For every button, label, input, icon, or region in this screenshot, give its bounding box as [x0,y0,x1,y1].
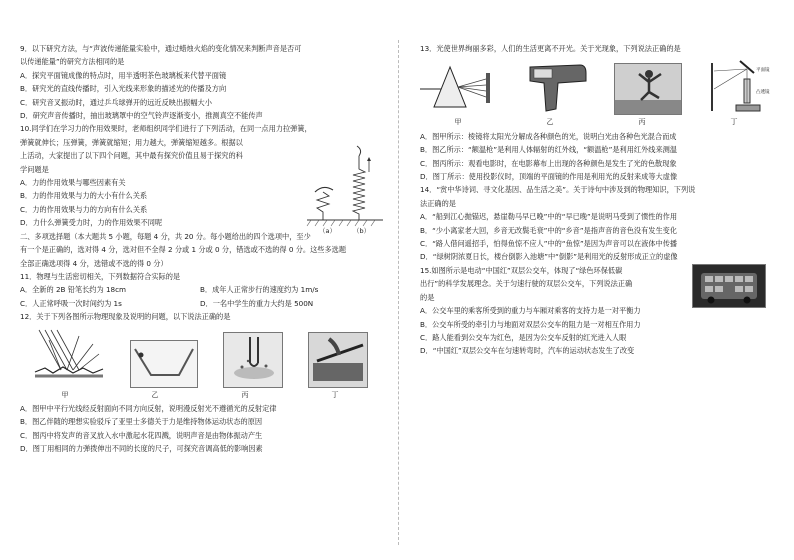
q11-option-c: C．人正常呼吸一次时间约为 1s [20,298,122,308]
tuning-fork-icon [224,333,282,387]
q9-line: 以传递能量”的研究方法相同的是 [20,57,125,67]
q12-caption-row [20,389,380,402]
q11-option-row [20,283,380,296]
q15-bus-photo [692,264,766,308]
q14-option-a: A．“船到江心抛锚迟，悬崖勒马早已晚”中的“早已晚”是说明马受到了惯性的作用 [420,212,678,222]
svg-text:平面镜: 平面镜 [756,68,770,74]
q11-option-row [20,297,380,310]
ruler-icon [309,333,367,387]
q13-option-a: A．图甲所示：棱镜将太阳光分解成各种颜色的光，说明白光由各种色光混合而成 [420,131,677,141]
q15-option-b: B．公交车所受的牵引力与地面对双层公交车的阻力是一对相互作用力 [420,319,641,329]
q14-stem: 14．“赏中华诗词、寻文化基因、品生活之美”。关于诗句中涉及到的物理知识，下列说 [420,185,696,195]
section-2-instructions: 全部正确选项得 4 分，选错或不选的得 0 分） [20,258,168,268]
q12-stem: 12．关于下列各图所示物理现象及说明的问题，以下说法正确的是 [20,312,231,322]
section-2-heading: 二、多项选择题（本大题共 5 小题，每题 4 分，共 20 分。每小题给出的四个选项中，至少 [20,231,311,241]
q12-figure-jia [33,326,105,388]
q13-caption-row [420,116,772,129]
q13-option-d: D．图丁所示：使用投影仪时，顶端的平面镜的作用是利用光的反射来成等大虚像 [420,172,678,182]
caption-bing: 丙 [241,390,249,399]
q13-figure-photo [614,63,682,115]
q9-option-d: D．研究声音传播时，抽出玻璃罩中的空气铃声逐渐变小，推测真空不能传声 [20,111,263,121]
q14-option-c: C．“路人借问遥招手，怕得鱼惊不应人”中的“鱼惊”是因为声音可以在液体中传播 [420,239,678,249]
q10-block [20,122,380,235]
q13-stem: 13．光使世界绚丽多彩，人们的生活更离不开光。关于光现象，下列说法正确的是 [420,44,681,53]
q12-figure-yi [130,340,198,388]
q10-option-d: D．力什么弹簧受力时，力的作用效果不同呢 [20,218,163,228]
fig-label-b: （b） [353,227,371,235]
caption-jia: 甲 [61,390,69,399]
q12-option-c: C．图丙中将发声的音叉放入水中激起水花四溅，说明声音是由物体振动产生 [20,430,263,440]
q15-option-c: C．路人能看到公交车为红色，是因为公交车反射的红光进入人眼 [420,332,627,342]
q13-option-c: C．图丙所示：观看电影时，在电影幕布上出现的各种颜色是发生了光的色散现象 [420,158,677,168]
q10-option-a: A．力的作用效果与哪些因素有关 [20,178,126,188]
caption-jia: 甲 [454,118,462,127]
q12-figure-bing [223,332,283,388]
q10-option-b: B．力的作用效果与力的大小有什么关系 [20,191,148,201]
q11-option-a: A．全新的 2B 铅笔长约为 18cm [20,285,127,295]
q9-option-a: A．探究平面镜成像的特点时，用半透明茶色玻璃板来代替平面镜 [20,70,227,80]
q15-stem: 的是 [420,292,435,302]
q10-line: 10.同学们在学习力的作用效果时，老师组织同学们进行了下列活动，在同一点用力拉弹簧， [20,124,312,134]
q13-figure-projector [706,59,772,115]
ramp-diagram-icon [131,341,197,387]
right-column [420,42,772,358]
q15-stem: 出行”的科学发展理念。关于匀速行驶的双层公交车，下列说法正确 [420,279,633,289]
caption-ding: 丁 [331,390,339,399]
q15-stem: 15.如图所示是电动“中国红”双层公交车，体现了“绿色环保低碳 [420,265,623,275]
q12-option-b: B．图乙伴随的理想实验驳斥了亚里士多德关于力是维持物体运动状态的原因 [20,417,263,427]
q12-figure-ding [308,332,368,388]
q15-option-d: D．“中国红”双层公交车在匀速转弯时，汽车的运动状态发生了改变 [420,346,635,356]
q10-spring-figure [305,142,385,234]
q15-option-a: A．公交车里的乘客所受到的重力与车厢对乘客的支持力是一对平衡力 [420,306,641,316]
q13-figure-thermometer [524,59,590,115]
q9-option-c: C．研究音叉振动时，通过乒乓球弹开的远近反映出振幅大小 [20,97,212,107]
caption-yi: 乙 [546,118,554,127]
q13-figure-prism [420,59,500,115]
q9-option-b: B．研究光的直线传播时，引入光线来形象的描述光的传播及方向 [20,84,227,94]
left-column [20,42,380,456]
q14-option-d: D．“绿树阴浓夏日长，楼台倒影入池塘”中“倒影”是利用光的反射形成正立的虚像 [420,252,678,262]
q10-line: 上活动，大家提出了以下四个问题，其中最有探究价值且易于探究的科 [20,151,243,161]
q11-option-b: B．成年人正常步行的速度约为 1m/s [200,285,319,295]
q11-stem: 11．物理与生活密切相关，下列数据符合实际的是 [20,271,181,281]
q12-figures [20,326,380,388]
caption-ding: 丁 [730,118,738,127]
q9-line: 9．以下研究方法，与“声波传递能量实验中，通过蜡烛火焰的变化情况来判断声音是否可 [20,44,302,53]
q12-option-d: D．图丁用相同的力弹拨伸出不同的长度的尺子，可探究音调高低的影响因素 [20,444,263,454]
q13-option-b: B．图乙所示：“额温枪”是利用人体辐射的红外线，“额温枪”是利用红外线来测温 [420,145,678,155]
q10-line: 学问题是 [20,164,49,174]
fig-label-a: （a） [319,227,336,235]
caption-bing: 丙 [638,118,646,127]
svg-text:凸透镜: 凸透镜 [756,90,770,96]
q14-option-b: B．“少小离家老大回，乡音无改鬓毛衰”中的“乡音”是指声音的音色没有发生变化 [420,225,678,235]
jumping-person-icon [615,64,681,114]
q12-option-a: A．图甲中平行光线经反射面向不同方向反射，说明漫反射光不遵循光的反射定律 [20,403,277,413]
caption-yi: 乙 [151,390,159,399]
q13-figures [420,59,772,115]
q15-block [420,264,772,304]
double-decker-bus-icon [693,265,765,307]
section-2-instructions: 有一个是正确的，选对得 4 分，选对但不全得 2 分或 1 分或 0 分，错选或不选的得 0 分。这些多选题 [20,245,347,255]
column-divider [398,40,399,545]
q11-option-d: D．一名中学生的重力大约是 500N [200,298,314,308]
q10-option-c: C．力的作用效果与力的方向有什么关系 [20,204,148,214]
q10-line: 弹簧就伸长；压弹簧，弹簧就缩短；用力越大，弹簧缩短越多。根据以 [20,137,243,147]
q14-stem: 法正确的是 [420,198,456,208]
